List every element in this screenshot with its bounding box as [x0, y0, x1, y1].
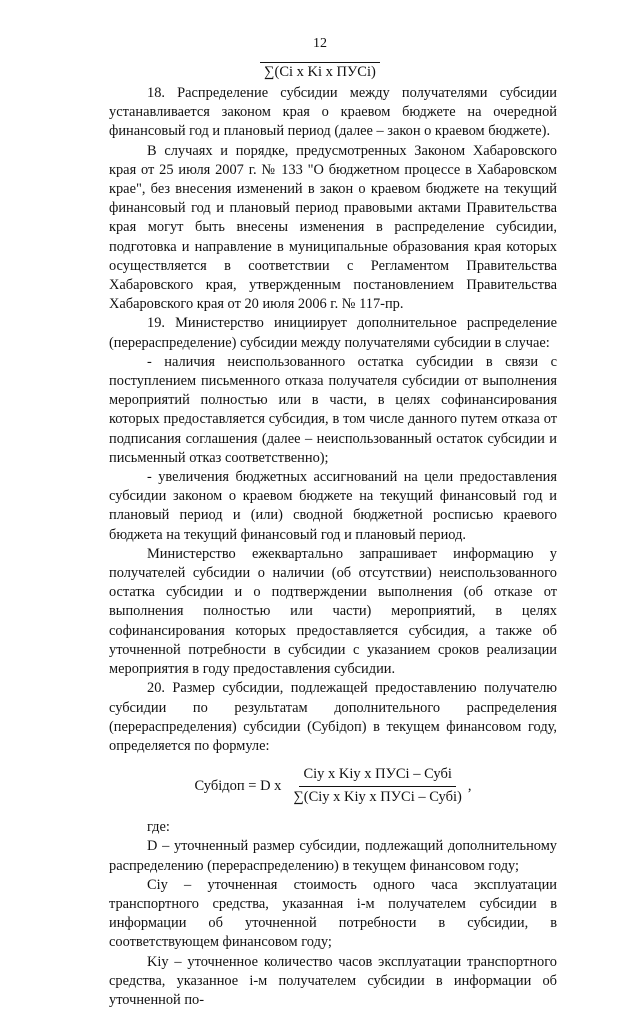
paragraph-18: 18. Распределение субсидии между получателями субсидии устанавливается законом края о краевом бюджете на очередной финансовый год и плановый период (далее – закон о краевом бюджете). — [109, 85, 557, 140]
formula-fraction — [289, 765, 465, 806]
paragraph-19: 19. Министерство инициирует дополнительное распределение (перераспределение) субсидии между получателями субсидии в случае: — [109, 315, 557, 351]
paragraph-cases: В случаях и порядке, предусмотренных Законом Хабаровского края от 25 июля 2007 г. № 133 "О бюджетном процессе в Хабаровском крае", без внесения изменений в закон о краевом бюджете на текущий финансовый год и плановый период правовыми актами Правительства края могут быть внесены изменения в распределение субсидии, подготовка и направление в муниципальные образования края которых осуществляется в соответствии с Регламентом Правительства Хабаровского края, утвержденным постановлением Правительства Хабаровского края от 20 июля 2006 г. № 117-пр. — [109, 142, 557, 313]
paragraph-ministry-request: Министерство ежеквартально запрашивает информацию у получателей субсидии о наличии (об отсутствии) неиспользованного остатка субсидии и о подтверждении выполнения (об отказе от выполнения полностью или части) мероприятий, в целях софинансирования которых предоставляется субсидия, а также об уточненной потребности в субсидии с указанием сроков реализации мероприятия в году предоставления субсидии. — [109, 545, 557, 678]
document-body — [109, 84, 557, 1010]
formula-text: ∑(Ci x Ki x ПУСi) — [260, 62, 380, 81]
formula-numerator: Ciу x Kiу x ПУСi – Субi — [299, 765, 455, 786]
redistribution-formula — [109, 760, 557, 812]
definition-c: Ciу – уточненная стоимость одного часа эксплуатации транспортного средства, указанная i-м получателем субсидии в информации об уточненной потребности в субсидии, в соответствующем финансовом году; — [109, 876, 557, 951]
formula-lhs: Субiдоп = D x — [194, 777, 282, 794]
bullet-budget-increase: - увеличения бюджетных ассигнований на цели предоставления субсидии законом о краевом бюджете на текущий финансовый год и плановый период и (или) сводной бюджетной росписью краевого бюджета на текущий финансовый год и плановый период. — [109, 469, 557, 543]
paragraph-20: 20. Размер субсидии, подлежащей предоставлению получателю субсидии по результатам дополнительного распределения (перераспределения) субсидии (Субiдоп) в текущем финансовом году, определяется по формуле: — [109, 680, 557, 754]
page-number: 12 — [313, 36, 327, 51]
formula-tail: , — [467, 777, 472, 794]
definition-d: D – уточненный размер субсидии, подлежащий дополнительному распределению (перераспределению) в текущем финансовом году; — [109, 838, 557, 874]
formula-denominator-continued — [0, 62, 640, 81]
formula-denominator: ∑(Ciу x Kiу x ПУСi – Субi) — [293, 788, 462, 805]
definition-k: Kiу – уточненное количество часов эксплуатации транспортного средства, указанное i-м получателем субсидии в информации об уточненной по- — [109, 953, 557, 1008]
bullet-unused-balance: - наличия неиспользованного остатка субсидии в связи с поступлением письменного отказа получателя субсидии от выполнения мероприятий полностью или в части, в целях софинансирования которых предоставляется субсидия, в том числе данного путем отказа от подписания соглашения (далее – неиспользованный остаток субсидии и письменный отказ соответственно); — [109, 353, 557, 466]
where-label: где: — [147, 819, 170, 836]
